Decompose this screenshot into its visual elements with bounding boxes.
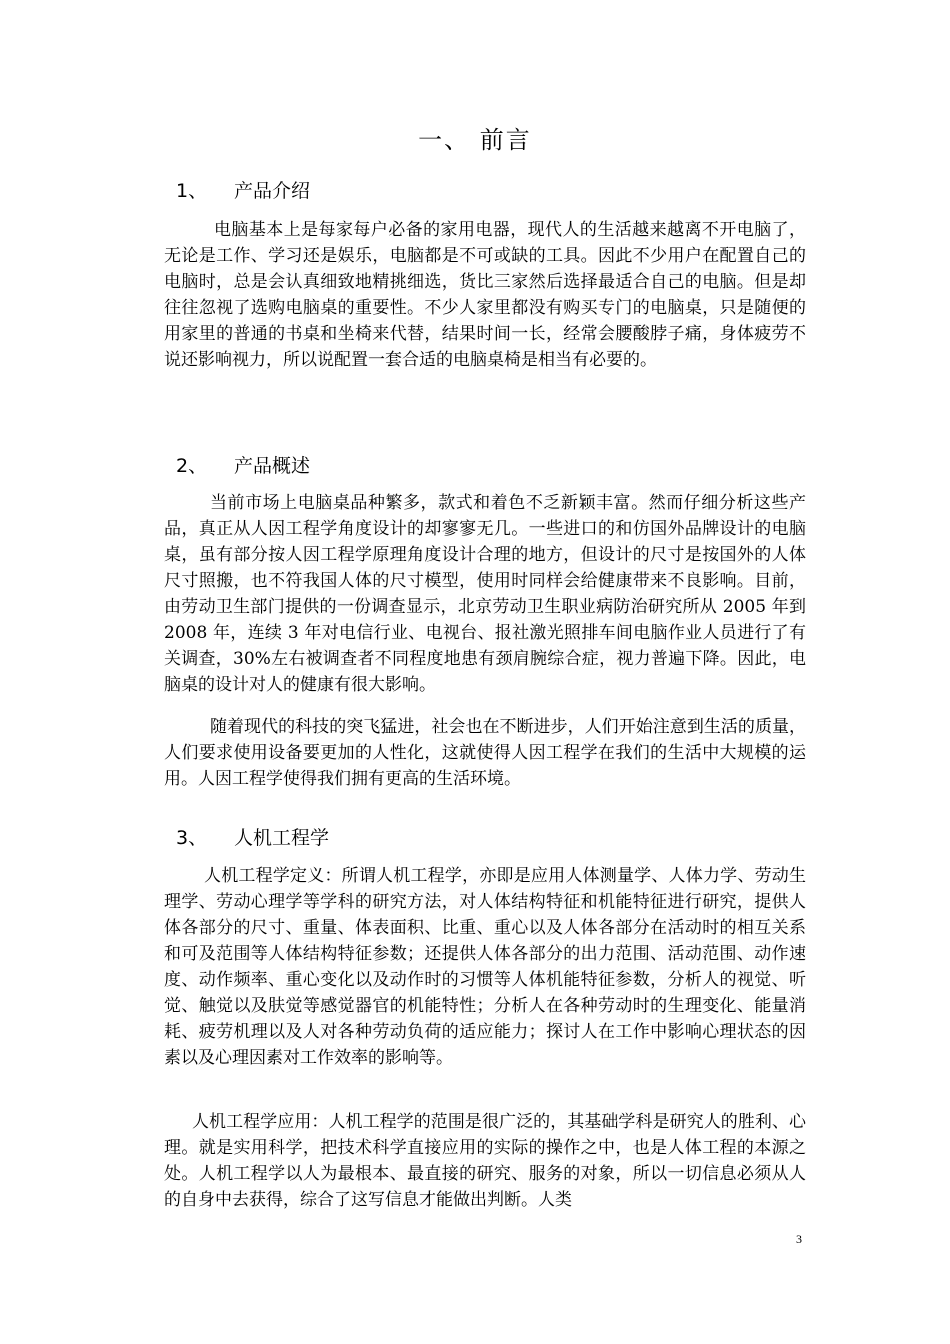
section-title: 人机工程学 bbox=[234, 827, 330, 849]
page-number: 3 bbox=[796, 1232, 802, 1246]
section-number: 3、 bbox=[176, 827, 208, 849]
section-heading-ergonomics bbox=[176, 824, 329, 852]
paragraph: 人机工程学定义：所谓人机工程学，亦即是应用人体测量学、人体力学、劳动生理学、劳动心理学等学科的研究方法，对人体结构特征和机能特征进行研究，提供人体各部分的尺寸、重量、体表面积、比重、重心以及人体各部分在活动时的相互关系和可及范围等人体结构特征参数；还提供人体各部分的出力范围、活动范围、动作速度、动作频率、重心变化以及动作时的习惯等人体机能特征参数，分析人的视觉、听觉、触觉以及肤觉等感觉器官的机能特性；分析人在各种劳动时的生理变化、能量消耗、疲劳机理以及人对各种劳动负荷的适应能力；探讨人在工作中影响心理状态的因素以及心理因素对工作效率的影响等。 bbox=[164, 866, 806, 1068]
paragraph: 电脑基本上是每家每户必备的家用电器，现代人的生活越来越离不开电脑了，无论是工作、学习还是娱乐，电脑都是不可或缺的工具。因此不少用户在配置自己的电脑时，总是会认真细致地精挑细选，货比三家然后选择最适合自己的电脑。但是却往往忽视了选购电脑桌的重要性。不少人家里都没有购买专门的电脑桌，只是随便的用家里的普通的书桌和坐椅来代替，结果时间一长，经常会腰酸脖子痛，身体疲劳不说还影响视力，所以说配置一套合适的电脑桌椅是相当有必要的。 bbox=[164, 220, 806, 370]
paragraph: 随着现代的科技的突飞猛进，社会也在不断进步，人们开始注意到生活的质量，人们要求使用设备要更加的人性化，这就使得人因工程学在我们的生活中大规模的运用。人因工程学使得我们拥有更高的生活环境。 bbox=[164, 717, 806, 789]
section-title: 产品概述 bbox=[234, 455, 311, 477]
section-number: 1、 bbox=[176, 180, 208, 202]
page-title: 一、 前言 bbox=[418, 126, 532, 154]
paragraph: 人机工程学应用：人机工程学的范围是很广泛的，其基础学科是研究人的胜利、心理。就是实用科学，把技术科学直接应用的实际的操作之中，也是人体工程的本源之处。人机工程学以人为最根本、最直接的研究、服务的对象，所以一切信息必须从人的自身中去获得，综合了这写信息才能做出判断。人类 bbox=[164, 1112, 806, 1210]
section-heading-product-intro bbox=[176, 177, 310, 205]
section-title: 产品介绍 bbox=[234, 180, 311, 202]
section-number: 2、 bbox=[176, 455, 208, 477]
section-heading-product-overview bbox=[176, 452, 310, 480]
paragraph: 当前市场上电脑桌品种繁多，款式和着色不乏新颖丰富。然而仔细分析这些产品，真正从人因工程学角度设计的却寥寥无几。一些进口的和仿国外品牌设计的电脑桌，虽有部分按人因工程学原理角度设计合理的地方，但设计的尺寸是按国外的人体尺寸照搬，也不符我国人体的尺寸模型，使用时同样会给健康带来不良影响。目前，由劳动卫生部门提供的一份调查显示，北京劳动卫生职业病防治研究所从 2005 年到 2008 年，连续 3 年对电信行业、电视台、报社激光照排车间电脑作业人员进行了有关调查，30%左右被调查者不同程度地患有颈肩腕综合症，视力普遍下降。因此，电脑桌的设计对人的健康有很大影响。 bbox=[164, 493, 806, 695]
